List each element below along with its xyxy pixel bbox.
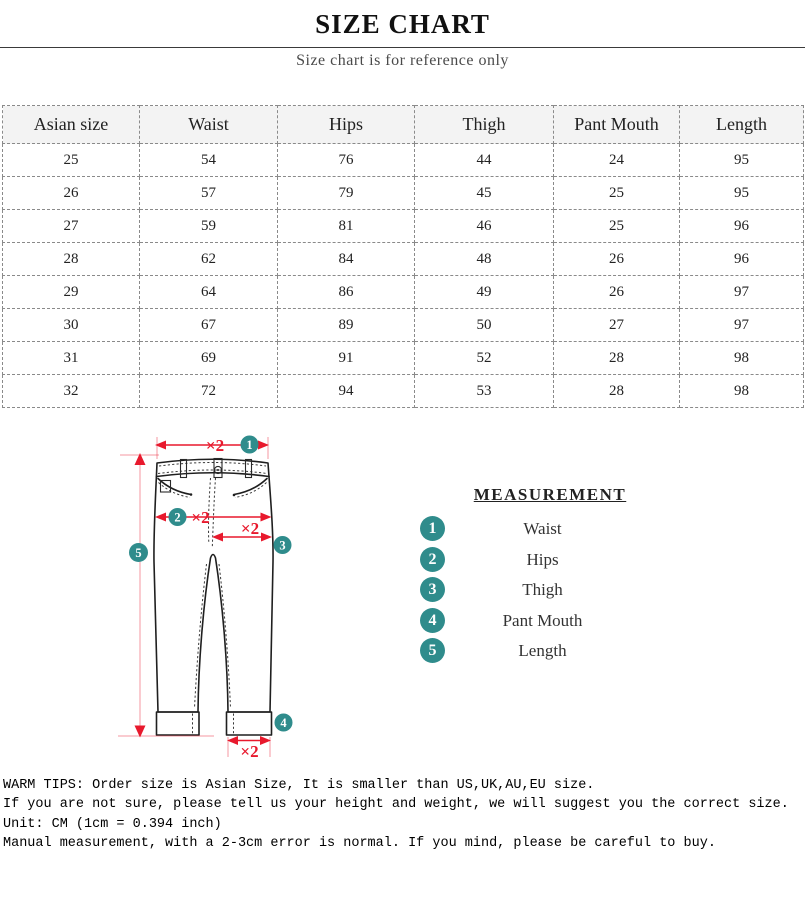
legend-label: Pant Mouth (502, 610, 583, 630)
table-cell: 97 (680, 276, 804, 309)
table-cell: 50 (415, 309, 554, 342)
table-cell: 26 (3, 177, 140, 210)
table-row (3, 309, 804, 342)
table-cell: 72 (140, 375, 278, 408)
page-subtitle: Size chart is for reference only (296, 52, 509, 69)
tip-line: WARM TIPS: Order size is Asian Size, It is smaller than US,UK,AU,EU size. (3, 778, 595, 793)
table-cell: 57 (140, 177, 278, 210)
waistband-seam (157, 473, 270, 477)
table-cell: 44 (415, 144, 554, 177)
table-cell: 28 (554, 342, 680, 375)
header-divider (0, 47, 805, 48)
table-cell: 27 (3, 210, 140, 243)
marker-4-number: 4 (280, 716, 287, 730)
table-cell: 89 (278, 309, 415, 342)
table-row (3, 210, 804, 243)
table-cell: 67 (140, 309, 278, 342)
marker-1-number: 1 (246, 438, 253, 452)
table-cell: 59 (140, 210, 278, 243)
inseam-stitch-left (195, 564, 207, 708)
waist-button-dot (217, 469, 219, 471)
length-arrow (118, 453, 214, 738)
belt-loop-left (181, 460, 187, 478)
legend-number-badge: 2 (420, 547, 445, 572)
table-cell: 26 (554, 243, 680, 276)
table-cell: 25 (554, 177, 680, 210)
legend-number-badge: 4 (420, 608, 445, 633)
table-row (3, 177, 804, 210)
table-row (3, 276, 804, 309)
table-cell: 64 (140, 276, 278, 309)
table-cell: 95 (680, 144, 804, 177)
table-cell: 25 (3, 144, 140, 177)
rivet-left-icon (190, 493, 193, 496)
table-cell: 81 (278, 210, 415, 243)
table-row (3, 375, 804, 408)
legend-number-badge: 5 (420, 638, 445, 663)
legend-label: Waist (523, 519, 562, 538)
legend-number-badge: 1 (420, 516, 445, 541)
table-cell: 28 (554, 375, 680, 408)
column-header: Length (680, 106, 804, 144)
warm-tips (3, 776, 803, 853)
waist-arrow (155, 436, 269, 460)
table-cell: 52 (415, 342, 554, 375)
thigh-multiplier-label: ×2 (240, 519, 260, 538)
column-header: Asian size (3, 106, 140, 144)
measurement-legend-title: MEASUREMENT (473, 485, 627, 504)
table-cell: 98 (680, 375, 804, 408)
table-cell: 29 (3, 276, 140, 309)
table-body (3, 144, 804, 408)
table-cell: 91 (278, 342, 415, 375)
table-cell: 24 (554, 144, 680, 177)
table-cell: 31 (3, 342, 140, 375)
pant-mouth-multiplier-label: ×2 (240, 742, 259, 761)
table-cell: 45 (415, 177, 554, 210)
table-cell: 95 (680, 177, 804, 210)
table-header-row (3, 106, 804, 144)
table-cell: 76 (278, 144, 415, 177)
column-header: Waist (140, 106, 278, 144)
table-cell: 53 (415, 375, 554, 408)
waistband-stitch-top (159, 463, 266, 467)
column-header: Pant Mouth (554, 106, 680, 144)
table-cell: 96 (680, 210, 804, 243)
hips-multiplier-label: ×2 (191, 508, 210, 527)
page-title: SIZE CHART (315, 9, 490, 39)
table-cell: 27 (554, 309, 680, 342)
legend-label: Thigh (522, 580, 563, 599)
legend-label: Hips (526, 549, 559, 569)
table-row (3, 342, 804, 375)
table-cell: 28 (3, 243, 140, 276)
pant-mouth-arrow (227, 714, 293, 762)
pants-outline (154, 459, 273, 712)
table-cell: 94 (278, 375, 415, 408)
table-cell: 49 (415, 276, 554, 309)
table-cell: 79 (278, 177, 415, 210)
table-cell: 46 (415, 210, 554, 243)
tip-line: If you are not sure, please tell us your height and weight, we will suggest you the correct size. (3, 797, 789, 813)
legend-number-badge: 3 (420, 577, 445, 602)
thigh-arrow (212, 519, 292, 554)
table-row (3, 243, 804, 276)
table-cell: 62 (140, 243, 278, 276)
pants-measurement-diagram (0, 420, 805, 780)
marker-3-number: 3 (279, 538, 286, 553)
table-cell: 97 (680, 309, 804, 342)
table-cell: 96 (680, 243, 804, 276)
table-cell: 48 (415, 243, 554, 276)
tip-line: Unit: CM (1cm = 0.394 inch) (3, 816, 222, 832)
table-cell: 98 (680, 342, 804, 375)
table-cell: 54 (140, 144, 278, 177)
table-cell: 84 (278, 243, 415, 276)
table-cell: 25 (554, 210, 680, 243)
waist-multiplier-label: ×2 (205, 436, 225, 455)
column-header: Thigh (415, 106, 554, 144)
legend-label: Length (518, 641, 567, 660)
size-table (2, 105, 804, 408)
tip-line: Manual measurement, with a 2-3cm error is normal. If you mind, please be careful to buy. (3, 835, 716, 851)
table-row (3, 144, 804, 177)
table-cell: 69 (140, 342, 278, 375)
marker-2-number: 2 (174, 510, 181, 525)
table-cell: 26 (554, 276, 680, 309)
table-cell: 30 (3, 309, 140, 342)
rivet-right-icon (233, 494, 236, 497)
marker-5-number: 5 (135, 546, 142, 560)
table-cell: 86 (278, 276, 415, 309)
table-cell: 32 (3, 375, 140, 408)
column-header: Hips (278, 106, 415, 144)
